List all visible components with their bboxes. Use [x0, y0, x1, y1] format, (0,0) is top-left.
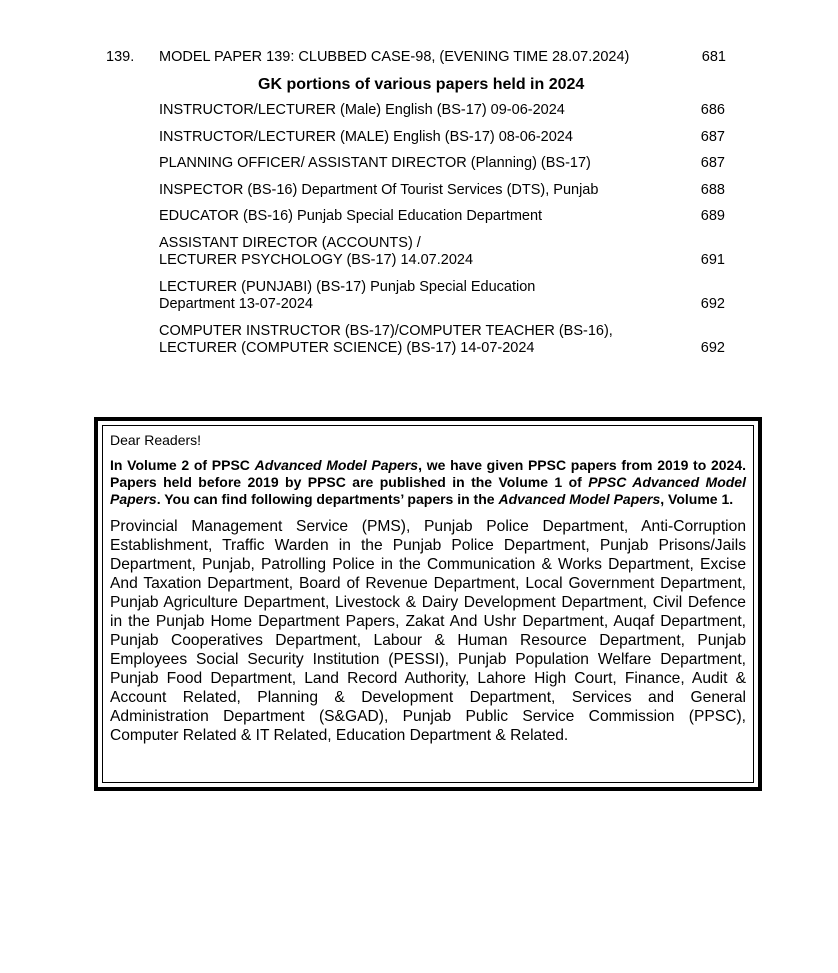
- entry-page-number: 689: [700, 208, 725, 224]
- entry-page-number: 687: [700, 128, 725, 145]
- toc-entry: [159, 208, 729, 226]
- entry-title-line1: ASSISTANT DIRECTOR (ACCOUNTS) /: [159, 234, 421, 251]
- notice-intro: [110, 457, 746, 508]
- readers-notice-box: [94, 417, 762, 791]
- toc-entry: [159, 323, 729, 358]
- toc-entry: [159, 235, 729, 270]
- entry-title-line2: Department 13-07-2024: [159, 296, 313, 312]
- entry-title-line2: LECTURER PSYCHOLOGY (BS-17) 14.07.2024: [159, 252, 474, 268]
- entry-page-number: 688: [700, 181, 725, 198]
- entry-page-number: 692: [700, 340, 725, 356]
- entry-page-number: 691: [700, 252, 725, 268]
- notice-greeting: Dear Readers!: [110, 432, 202, 448]
- toc-entry: [159, 182, 729, 200]
- entry-page-number: 687: [700, 155, 725, 171]
- toc-entry: [159, 102, 729, 120]
- toc-entry-list: [159, 102, 729, 358]
- entry-title-line1: COMPUTER INSTRUCTOR (BS-17)/COMPUTER TEACHER (BS-16),: [159, 322, 613, 339]
- intro-book-title: Advanced Model Papers: [254, 457, 419, 473]
- entry-title-line1: LECTURER (PUNJABI) (BS-17) Punjab Special Education: [159, 278, 536, 295]
- intro-text: , Volume 1.: [660, 491, 734, 507]
- intro-text: . You can find following departments’ papers in the: [156, 491, 499, 507]
- entry-page-number: 686: [700, 102, 725, 118]
- entry-title: MODEL PAPER 139: CLUBBED CASE-98, (EVENING TIME 28.07.2024): [159, 49, 630, 65]
- entry-title: INSPECTOR (BS-16) Department Of Tourist Services (DTS), Punjab: [159, 181, 599, 198]
- intro-book-title: Advanced Model Papers: [498, 491, 661, 507]
- entry-title: INSTRUCTOR/LECTURER (Male) English (BS-17) 09-06-2024: [159, 102, 565, 118]
- entry-title-line2: LECTURER (COMPUTER SCIENCE) (BS-17) 14-07-2024: [159, 340, 535, 356]
- entry-page-number: 681: [701, 49, 726, 65]
- toc-entry: [159, 129, 729, 147]
- toc-entry: [159, 155, 729, 173]
- entry-title: INSTRUCTOR/LECTURER (MALE) English (BS-17) 08-06-2024: [159, 128, 573, 145]
- toc-entry: [159, 279, 729, 314]
- section-heading: GK portions of various papers held in 2024: [258, 76, 585, 93]
- department-list: Provincial Management Service (PMS), Punjab Police Department, Anti-Corruption Establishment, Traffic Warden in the Punjab Police Department, Punjab Prisons/Jails Department, Punjab, Patrolling Police in the Communication & Works Department, Excise And Taxation Department, Board of Revenue Department, Local Government Department, Punjab Agriculture Department, Livestock & Dairy Development Department, Civil Defence in the Punjab Home Department Papers, Zakat And Ushr Department, Auqaf Department, Punjab Cooperatives Department, Labour & Human Resource Department, Punjab Employees Social Security Institution (PESSI), Punjab Population Welfare Department, Punjab Food Department, Land Record Authority, Lahore High Court, Finance, Audit & Account Related, Planning & Development Department, Services and General Administration Department (S&GAD), Punjab Public Service Commission (PPSC), Computer Related & IT Related, Education Department & Related.: [110, 518, 746, 744]
- entry-page-number: 692: [700, 296, 725, 312]
- entry-number: 139.: [106, 49, 135, 65]
- entry-title: PLANNING OFFICER/ ASSISTANT DIRECTOR (Planning) (BS-17): [159, 155, 591, 171]
- intro-text: In Volume 2 of PPSC: [110, 457, 255, 473]
- intro-text: , we have given PPSC papers from 2019 to 2024. Papers held before 2019 by PPSC are published in the Volume 1 of: [110, 457, 747, 490]
- entry-title: EDUCATOR (BS-16) Punjab Special Education Department: [159, 208, 543, 224]
- intro-book-title: PPSC Advanced Model Papers: [110, 474, 746, 507]
- notice-inner-frame: [102, 425, 754, 783]
